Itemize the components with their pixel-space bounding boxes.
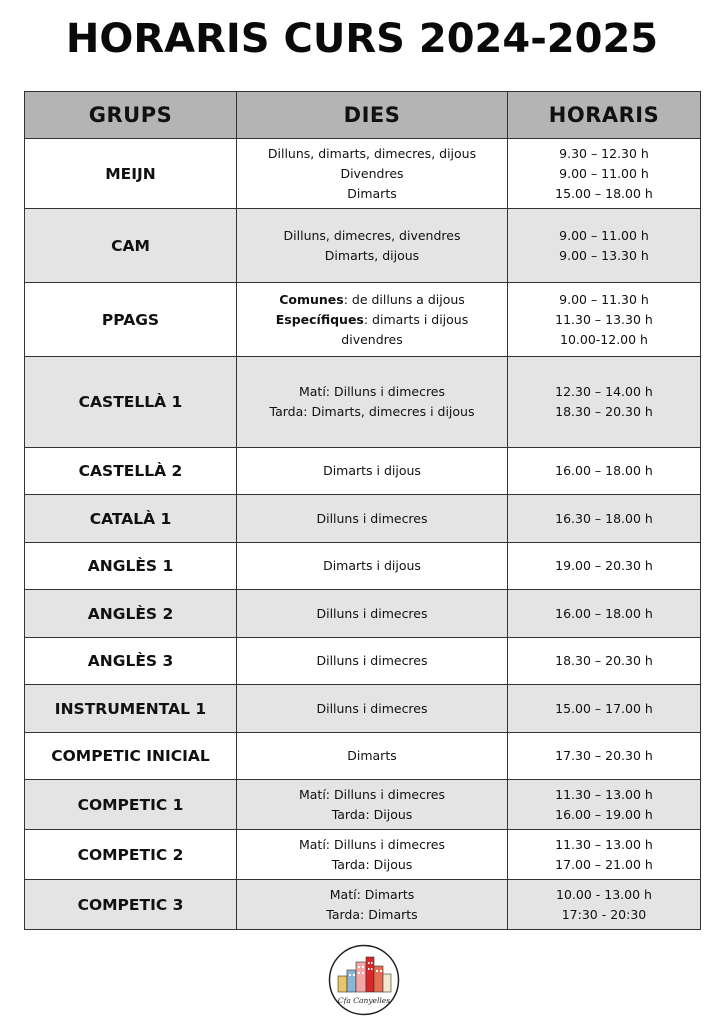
days-cell: Dilluns i dimecres: [237, 685, 508, 733]
table-row: [25, 495, 701, 543]
group-name: ANGLÈS 1: [25, 543, 237, 590]
table-row: [25, 685, 701, 733]
header-groups: GRUPS: [25, 92, 237, 139]
days-cell: Dilluns i dimecres: [237, 590, 508, 638]
school-logo: [328, 944, 400, 1016]
table-row: [25, 357, 701, 448]
table-row: [25, 543, 701, 590]
group-name: ANGLÈS 3: [25, 638, 237, 685]
schedule-table: [24, 91, 701, 930]
hours-cell: 9.00 – 11.30 h 11.30 – 13.30 h 10.00-12.00 h: [508, 283, 701, 357]
header-hours: HORARIS: [508, 92, 701, 139]
hours-cell: 12.30 – 14.00 h 18.30 – 20.30 h: [508, 357, 701, 448]
table-row: [25, 880, 701, 930]
group-name: PPAGS: [25, 283, 237, 357]
days-cell: Dilluns i dimecres: [237, 495, 508, 543]
table-row: [25, 780, 701, 830]
days-cell: Dilluns, dimecres, divendres Dimarts, dijous: [237, 209, 508, 283]
days-cell: Dimarts: [237, 733, 508, 780]
table-row: [25, 638, 701, 685]
hours-cell: 16.00 – 18.00 h: [508, 590, 701, 638]
group-name: INSTRUMENTAL 1: [25, 685, 237, 733]
group-name: COMPETIC INICIAL: [25, 733, 237, 780]
hours-cell: 17.30 – 20.30 h: [508, 733, 701, 780]
days-cell: Matí: Dilluns i dimecres Tarda: Dimarts, dimecres i dijous: [237, 357, 508, 448]
table-row: [25, 733, 701, 780]
days-cell: Matí: Dimarts Tarda: Dimarts: [237, 880, 508, 930]
hours-cell: 10.00 - 13.00 h 17:30 - 20:30: [508, 880, 701, 930]
table-header-row: [25, 92, 701, 139]
days-cell: Dimarts i dijous: [237, 543, 508, 590]
hours-cell: 9.30 – 12.30 h 9.00 – 11.00 h 15.00 – 18.00 h: [508, 139, 701, 209]
hours-cell: 11.30 – 13.00 h 16.00 – 19.00 h: [508, 780, 701, 830]
days-cell: Comunes: de dilluns a dijous Específiques: dimarts i dijous divendres: [237, 283, 508, 357]
hours-cell: 16.30 – 18.00 h: [508, 495, 701, 543]
logo-text: Cfa Canyelles: [337, 996, 391, 1005]
days-cell: Dilluns, dimarts, dimecres, dijous Divendres Dimarts: [237, 139, 508, 209]
group-name: CASTELLÀ 2: [25, 448, 237, 495]
group-name: COMPETIC 3: [25, 880, 237, 930]
page-title: HORARIS CURS 2024-2025: [65, 16, 659, 62]
table-row: [25, 209, 701, 283]
hours-cell: 11.30 – 13.00 h 17.00 – 21.00 h: [508, 830, 701, 880]
header-days: DIES: [237, 92, 508, 139]
group-name: MEIJN: [25, 139, 237, 209]
hours-cell: 19.00 – 20.30 h: [508, 543, 701, 590]
hours-cell: 16.00 – 18.00 h: [508, 448, 701, 495]
hours-cell: 15.00 – 17.00 h: [508, 685, 701, 733]
days-cell: Dimarts i dijous: [237, 448, 508, 495]
days-cell: Matí: Dilluns i dimecres Tarda: Dijous: [237, 780, 508, 830]
days-cell: Matí: Dilluns i dimecres Tarda: Dijous: [237, 830, 508, 880]
hours-cell: 18.30 – 20.30 h: [508, 638, 701, 685]
group-name: COMPETIC 1: [25, 780, 237, 830]
group-name: COMPETIC 2: [25, 830, 237, 880]
group-name: ANGLÈS 2: [25, 590, 237, 638]
table-row: [25, 830, 701, 880]
group-name: CATALÀ 1: [25, 495, 237, 543]
group-name: CASTELLÀ 1: [25, 357, 237, 448]
table-row: [25, 448, 701, 495]
group-name: CAM: [25, 209, 237, 283]
table-row: [25, 590, 701, 638]
table-row: [25, 283, 701, 357]
hours-cell: 9.00 – 11.00 h 9.00 – 13.30 h: [508, 209, 701, 283]
table-row: [25, 139, 701, 209]
days-cell: Dilluns i dimecres: [237, 638, 508, 685]
